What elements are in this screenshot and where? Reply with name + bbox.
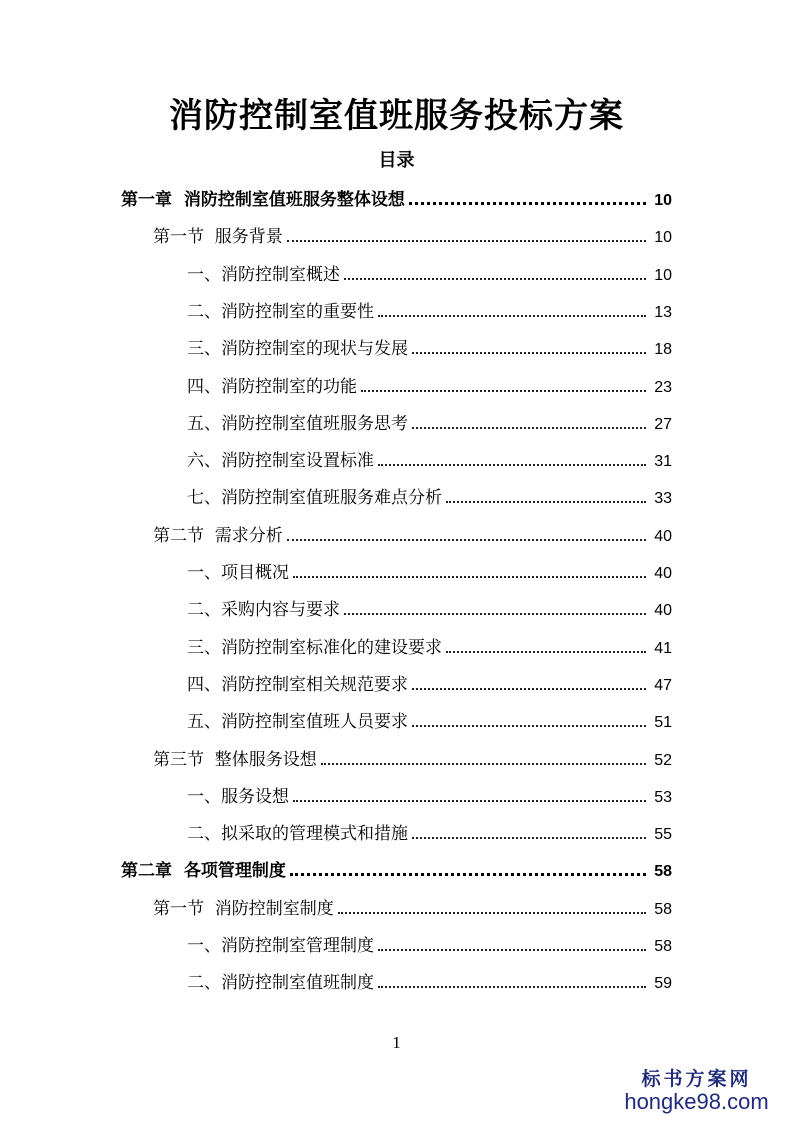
toc-dot-leader — [344, 278, 646, 280]
toc-entry-item[interactable] — [187, 333, 672, 359]
toc-entry-section[interactable] — [153, 221, 672, 247]
toc-dot-leader — [412, 837, 646, 839]
page-number: 1 — [392, 1033, 401, 1052]
toc-dot-leader — [287, 240, 646, 242]
toc-entry-page: 18 — [654, 341, 672, 358]
toc-entry-page: 47 — [654, 677, 672, 694]
toc-entry-page: 10 — [654, 229, 672, 246]
toc-entry-page: 10 — [654, 192, 672, 209]
toc-entry-item[interactable] — [187, 408, 672, 434]
toc-entry-page: 58 — [654, 938, 672, 955]
toc-dot-leader — [412, 725, 646, 727]
toc-entry-item[interactable] — [187, 445, 672, 471]
toc-entry-page: 52 — [654, 752, 672, 769]
toc-entry-page: 33 — [654, 490, 672, 507]
toc-entry-label: 第三节 整体服务设想 — [153, 750, 317, 770]
toc-dot-leader — [446, 501, 646, 503]
toc-entry-label: 二、采购内容与要求 — [187, 600, 340, 620]
toc-entry-page: 58 — [654, 863, 672, 880]
toc-entry-label: 四、消防控制室的功能 — [187, 377, 357, 397]
toc-dot-leader — [293, 800, 646, 802]
document-title: 消防控制室值班服务投标方案 — [169, 96, 624, 136]
toc-entry-page: 51 — [654, 714, 672, 731]
toc-entry-label: 第二章 各项管理制度 — [121, 861, 286, 881]
watermark-cn: 标书方案网 — [641, 1068, 752, 1090]
toc-dot-leader — [412, 352, 646, 354]
toc-entry-item[interactable] — [187, 669, 672, 695]
toc-entry-label: 第一节 消防控制室制度 — [153, 899, 334, 919]
toc-entry-item[interactable] — [187, 818, 672, 844]
toc-entry-label: 第二节 需求分析 — [153, 526, 283, 546]
toc-heading: 目录 — [378, 150, 415, 171]
toc-dot-leader — [412, 427, 646, 429]
watermark-en: hongke98.com — [624, 1089, 769, 1114]
toc-entry-page: 13 — [654, 304, 672, 321]
toc-entry-label: 三、消防控制室的现状与发展 — [187, 339, 408, 359]
toc-entry-chapter[interactable] — [121, 855, 672, 881]
toc-entry-item[interactable] — [187, 259, 672, 285]
toc-entry-item[interactable] — [187, 594, 672, 620]
toc-dot-leader — [409, 202, 646, 205]
toc-entry-label: 一、消防控制室概述 — [187, 265, 340, 285]
toc-entry-label: 三、消防控制室标准化的建设要求 — [187, 638, 442, 658]
toc-dot-leader — [290, 873, 646, 876]
toc-dot-leader — [361, 390, 646, 392]
toc-dot-leader — [446, 651, 646, 653]
toc-entry-page: 31 — [654, 453, 672, 470]
toc-entry-page: 27 — [654, 416, 672, 433]
toc-entry-section[interactable] — [153, 744, 672, 770]
toc-entry-item[interactable] — [187, 706, 672, 732]
toc-entry-page: 40 — [654, 565, 672, 582]
toc-entry-page: 53 — [654, 789, 672, 806]
toc-dot-leader — [378, 986, 646, 988]
toc-dot-leader — [338, 912, 646, 914]
toc-entry-item[interactable] — [187, 967, 672, 993]
toc-dot-leader — [378, 464, 646, 466]
toc-entry-label: 五、消防控制室值班人员要求 — [187, 712, 408, 732]
toc-entry-chapter[interactable] — [121, 184, 672, 210]
toc-entry-item[interactable] — [187, 930, 672, 956]
toc-entry-label: 五、消防控制室值班服务思考 — [187, 414, 408, 434]
toc-entry-label: 一、项目概况 — [187, 563, 289, 583]
toc-entry-page: 58 — [654, 901, 672, 918]
toc-entry-page: 41 — [654, 640, 672, 657]
toc-entry-page: 40 — [654, 602, 672, 619]
toc-entry-item[interactable] — [187, 371, 672, 397]
toc-entry-page: 55 — [654, 826, 672, 843]
toc-dot-leader — [293, 576, 646, 578]
toc-entry-section[interactable] — [153, 893, 672, 919]
toc-entry-item[interactable] — [187, 632, 672, 658]
toc-entry-label: 第一章 消防控制室值班服务整体设想 — [121, 190, 405, 210]
toc-entry-label: 一、服务设想 — [187, 787, 289, 807]
toc-entry-label: 二、拟采取的管理模式和措施 — [187, 824, 408, 844]
toc-entry-page: 10 — [654, 267, 672, 284]
toc-entry-item[interactable] — [187, 781, 672, 807]
toc-entry-label: 六、消防控制室设置标准 — [187, 451, 374, 471]
toc-entry-item[interactable] — [187, 557, 672, 583]
toc-dot-leader — [287, 539, 646, 541]
toc-entry-item[interactable] — [187, 296, 672, 322]
toc-entry-label: 二、消防控制室的重要性 — [187, 302, 374, 322]
toc-entry-page: 23 — [654, 379, 672, 396]
toc-dot-leader — [344, 613, 646, 615]
toc-dot-leader — [412, 688, 646, 690]
toc-entry-section[interactable] — [153, 520, 672, 546]
toc-dot-leader — [378, 315, 646, 317]
toc-entry-label: 一、消防控制室管理制度 — [187, 936, 374, 956]
toc-entry-page: 59 — [654, 975, 672, 992]
toc-dot-leader — [321, 763, 646, 765]
toc-entry-label: 第一节 服务背景 — [153, 227, 283, 247]
toc-entry-label: 二、消防控制室值班制度 — [187, 973, 374, 993]
watermark-logo — [614, 1068, 779, 1114]
toc-entry-page: 40 — [654, 528, 672, 545]
toc-entry-label: 四、消防控制室相关规范要求 — [187, 675, 408, 695]
toc-entry-label: 七、消防控制室值班服务难点分析 — [187, 488, 442, 508]
toc-dot-leader — [378, 949, 646, 951]
toc-entry-item[interactable] — [187, 482, 672, 508]
